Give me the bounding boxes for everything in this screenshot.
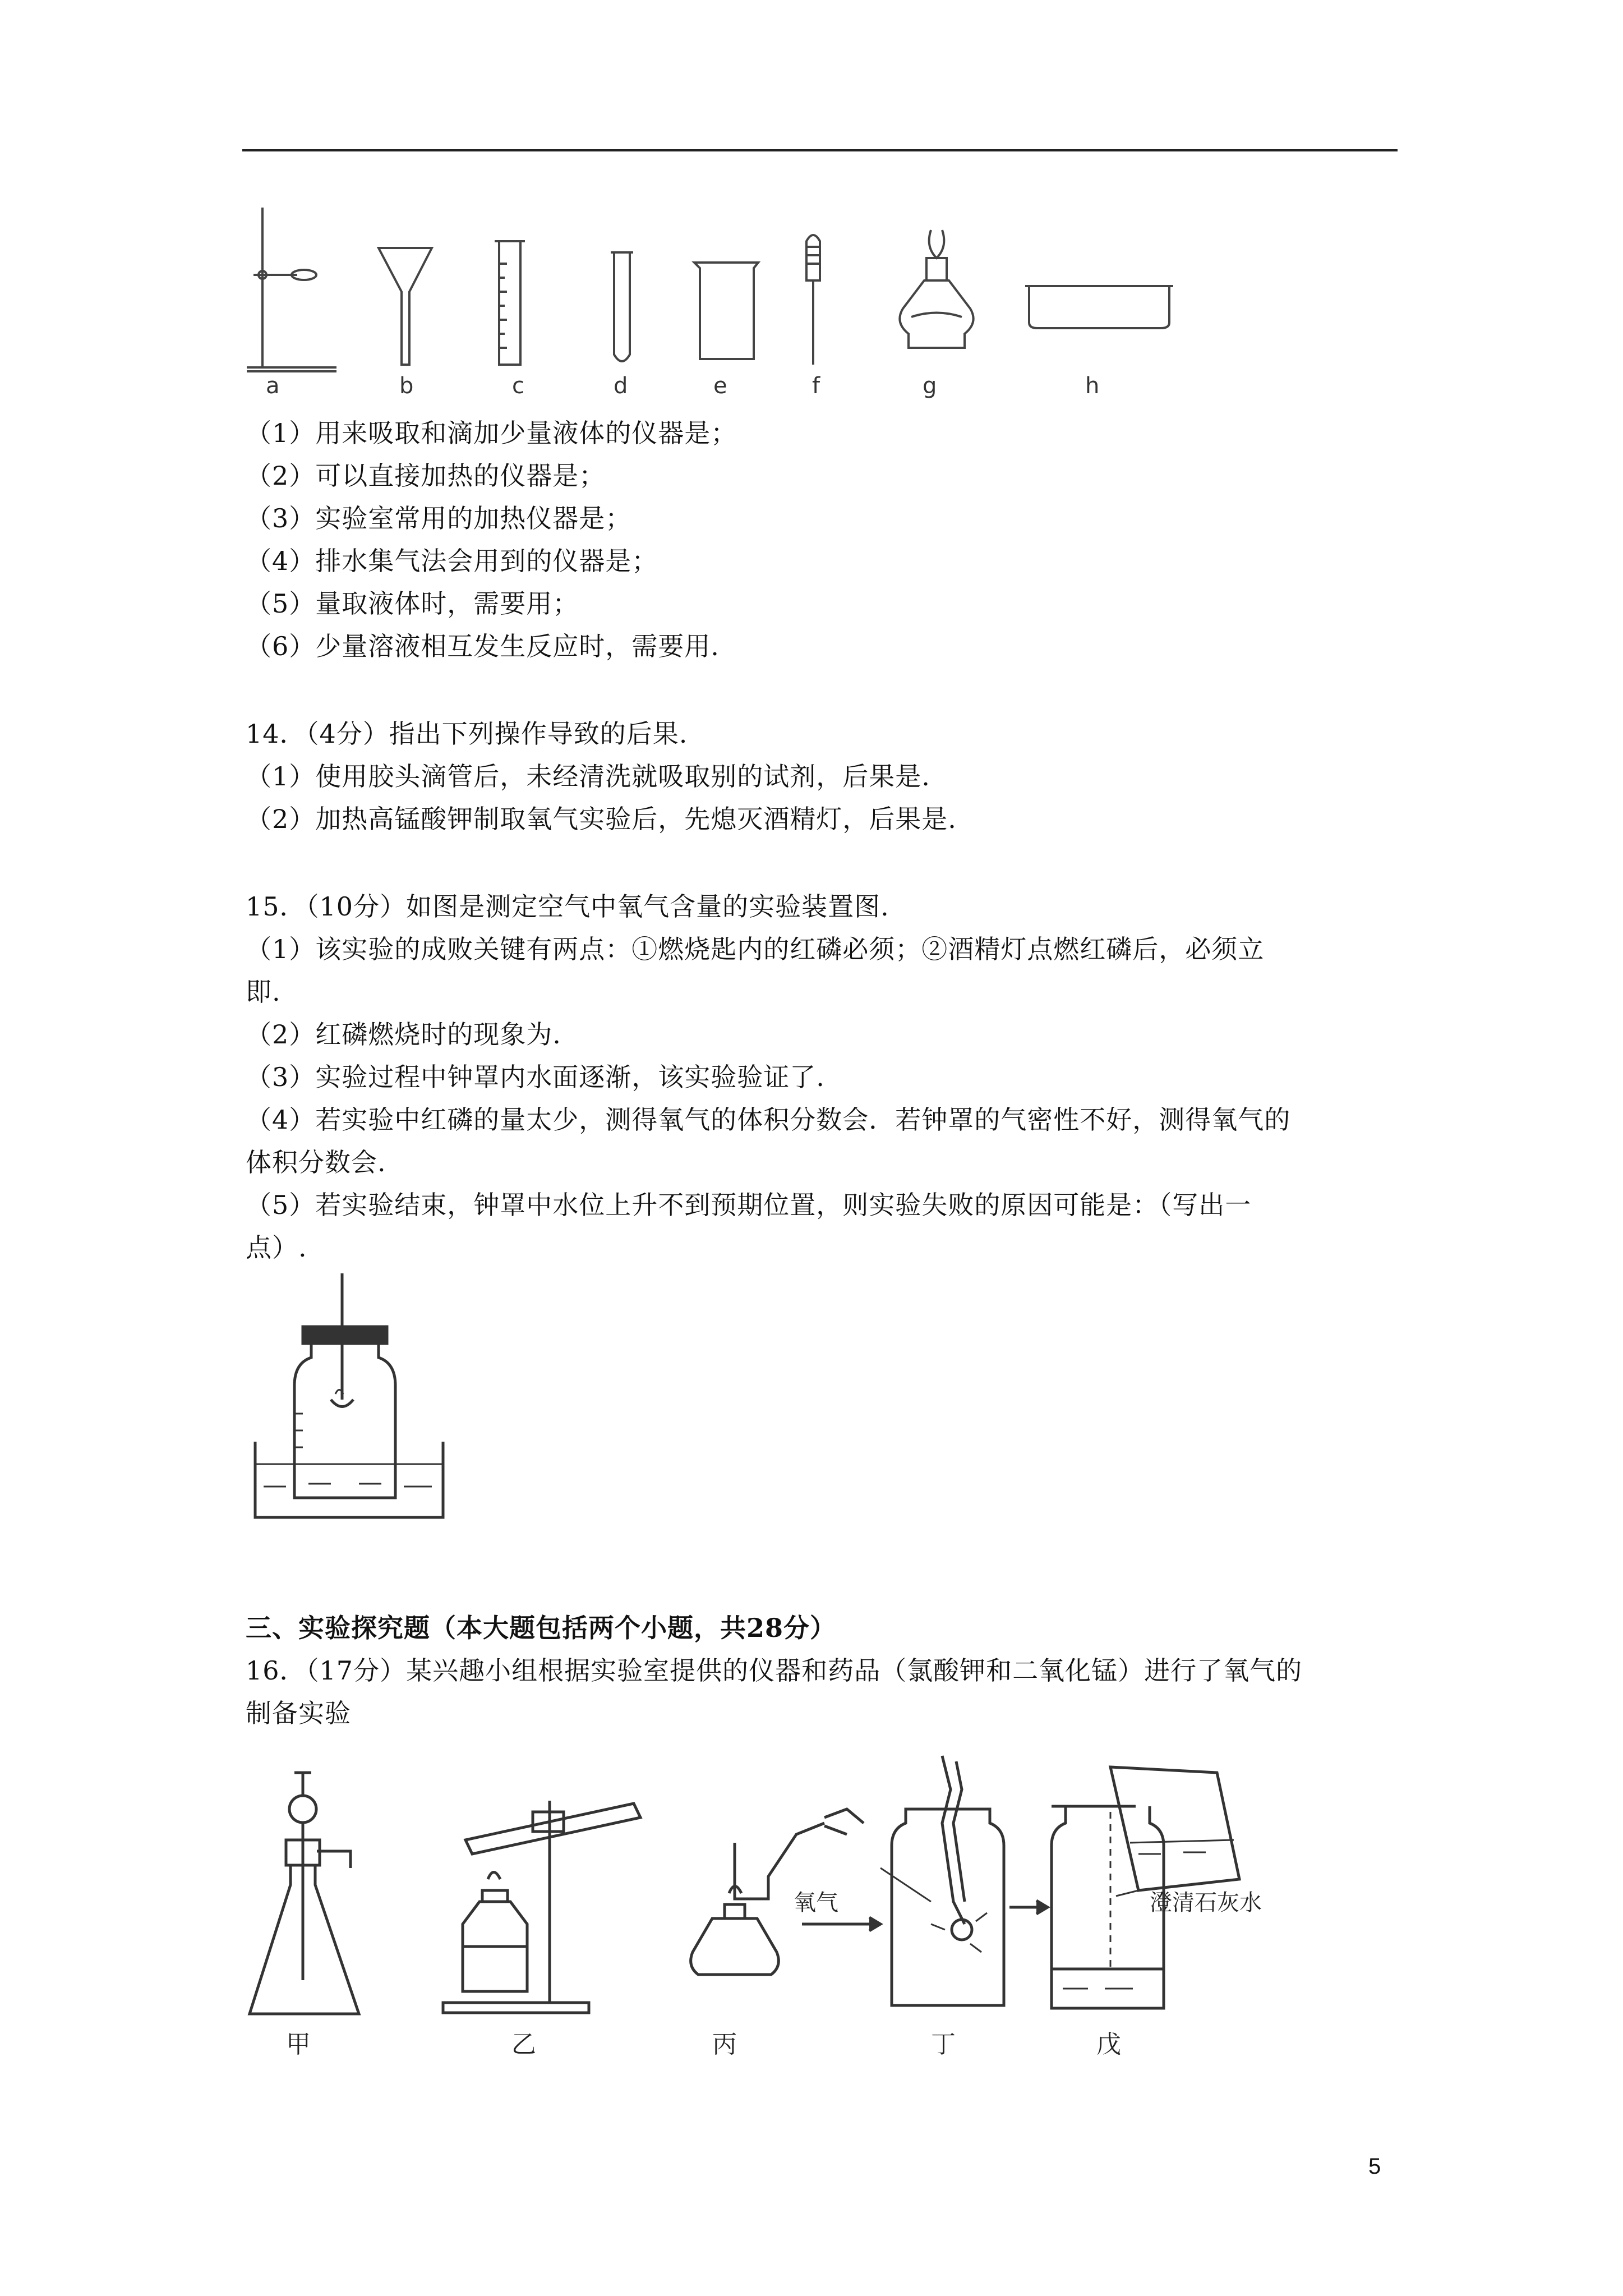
alcohol-lamp-icon: [900, 230, 973, 348]
combustion-jar-icon: [880, 1756, 1004, 2005]
graduated-cylinder-icon: [495, 241, 525, 365]
fig16-label-yi: 乙: [511, 2030, 536, 2059]
q15-line-6: 体积分数会.: [246, 1147, 386, 1177]
q15-line-7: （5）若实验结束，钟罩中水位上升不到预期位置，则实验失败的原因可能是：（写出一: [246, 1190, 1252, 1220]
q14-line-2: （2）加热高锰酸钾制取氧气实验后，先熄灭酒精灯，后果是.: [246, 804, 957, 834]
q14-line-1: （1）使用胶头滴管后，未经清洗就吸取别的试剂，后果是.: [246, 761, 930, 792]
q13-line-6: （6）少量溶液相互发生反应时，需要用.: [246, 631, 720, 661]
q13-line-5: （5）量取液体时，需要用；: [246, 588, 579, 619]
q15-line-5: （4）若实验中红磷的量太少，测得氧气的体积分数会．若钟罩的气密性不好，测得氧气的: [246, 1105, 1291, 1135]
dropper-icon: [806, 235, 820, 365]
q15-line-1: （1）该实验的成败关键有两点：①燃烧匙内的红磷必须；②酒精灯点燃红磷后，必须立: [246, 934, 1265, 964]
apparatus-label-c: c: [512, 373, 524, 399]
apparatus-label-a: a: [266, 373, 280, 399]
apparatus-label-f: f: [812, 373, 820, 399]
q13-line-3: （3）实验室常用的加热仪器是；: [246, 503, 632, 533]
q15-line-8: 点）.: [246, 1232, 307, 1263]
q15-line-3: （2）红磷燃烧时的现象为.: [246, 1019, 561, 1050]
apparatus-label-h: h: [1085, 373, 1100, 399]
section3-heading: 三、实验探究题（本大题包括两个小题，共28分）: [246, 1613, 837, 1643]
q13-line-4: （4）排水集气法会用到的仪器是；: [246, 546, 658, 576]
apparatus-figure: [236, 196, 1223, 393]
bell-jar-figure: [247, 1273, 460, 1526]
apparatus-label-b: b: [399, 373, 414, 399]
conical-flask-icon: [250, 1773, 359, 2014]
pouring-beaker-icon: [1110, 1767, 1239, 1896]
page-number: 5: [1368, 2154, 1381, 2179]
fig16-label-bing: 丙: [712, 2030, 737, 2059]
fig16-label-ding: 丁: [931, 2030, 956, 2059]
header-rule: [242, 149, 1398, 151]
apparatus-label-d: d: [614, 373, 628, 399]
fig16-label-wu: 戊: [1096, 2030, 1121, 2059]
fig16-limewater-label: 澄清石灰水: [1150, 1890, 1262, 1916]
q13-line-1: （1）用来吸取和滴加少量液体的仪器是；: [246, 418, 737, 448]
trough-icon: [1025, 286, 1173, 328]
apparatus-label-g: g: [923, 373, 937, 399]
fig16-label-jia: 甲: [286, 2030, 311, 2059]
q15-line-2: 即.: [246, 977, 281, 1007]
apparatus-label-e: e: [713, 373, 727, 399]
q16-line-1: 16．（17分）某兴趣小组根据实验室提供的仪器和药品（氯酸钾和二氧化锰）进行了氧气的: [246, 1655, 1303, 1686]
funnel-icon: [379, 248, 432, 365]
limewater-jar-icon: [1052, 1806, 1164, 2008]
test-tube-icon: [611, 252, 633, 361]
q15-line-4: （3）实验过程中钟罩内水面逐渐，该实验验证了.: [246, 1062, 825, 1092]
q14-title: 14．（4分）指出下列操作导致的后果.: [246, 719, 688, 749]
fig16-oxygen-label: 氧气: [794, 1890, 838, 1916]
q16-line-2: 制备实验: [246, 1698, 351, 1728]
beaker-icon: [694, 263, 758, 359]
iron-stand-icon: [247, 208, 336, 371]
heated-tube-icon: [443, 1801, 640, 2013]
q15-title: 15．（10分）如图是测定空气中氧气含量的实验装置图.: [246, 891, 889, 922]
q13-line-2: （2）可以直接加热的仪器是；: [246, 461, 606, 491]
